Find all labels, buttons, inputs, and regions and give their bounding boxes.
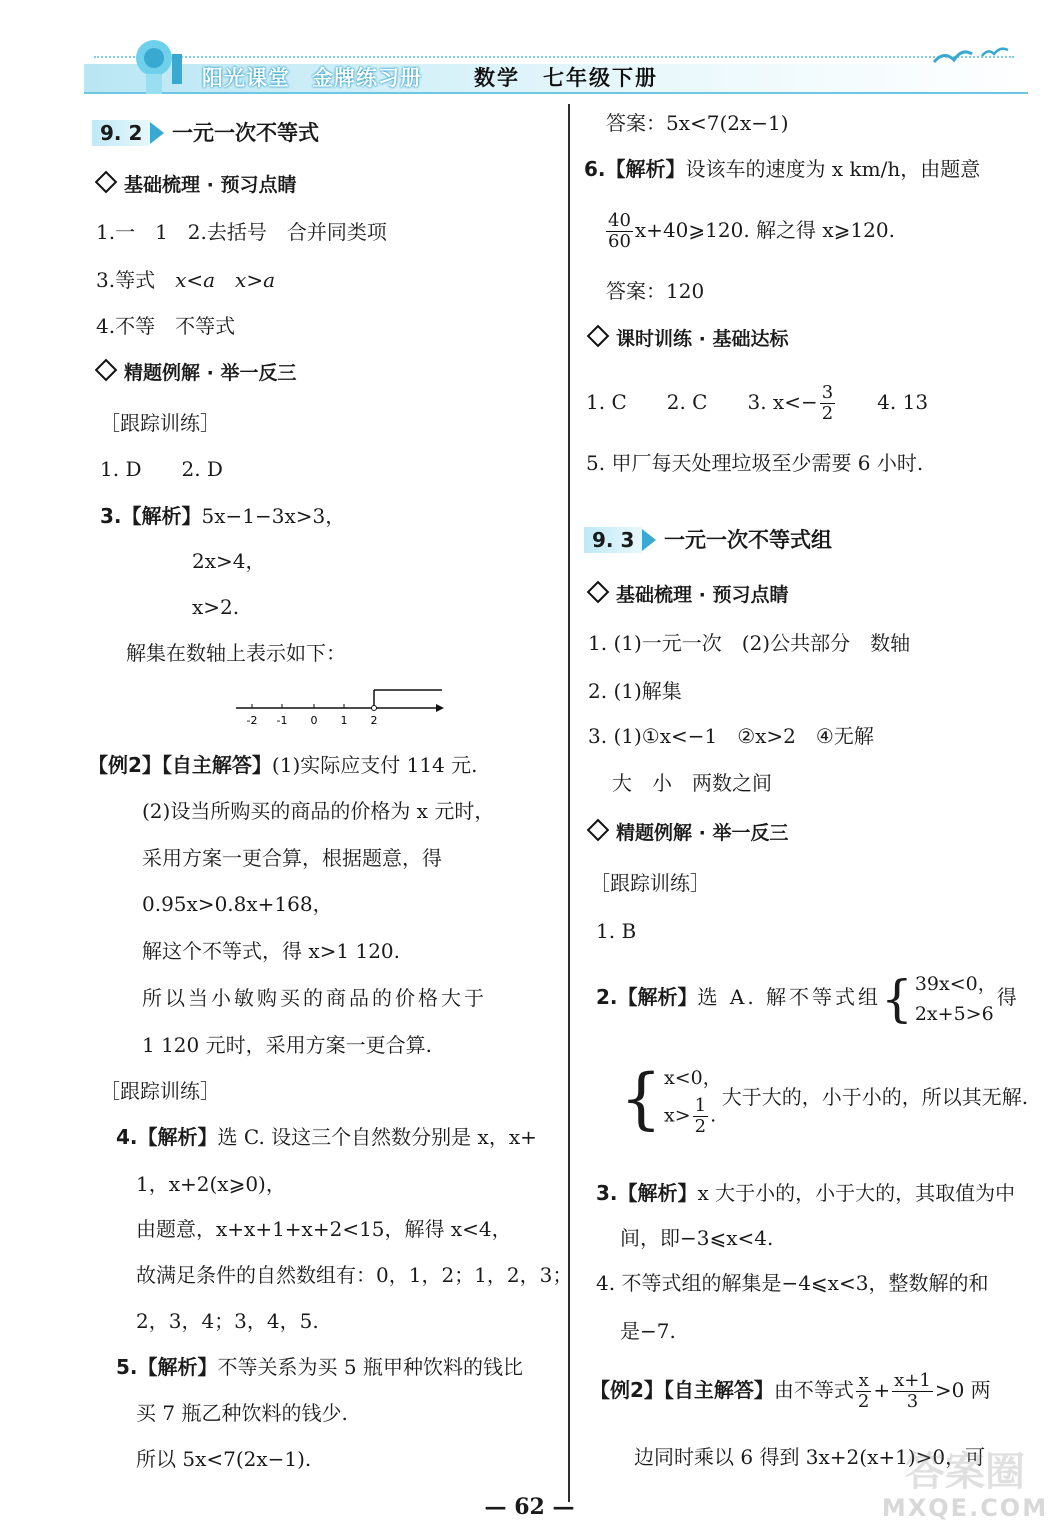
answer-line: 1. (1)一元一次 (2)公共部分 数轴: [588, 631, 911, 655]
diamond-icon: [587, 581, 610, 604]
answer-line: 2.【解析】选 A. 解不等式组{ 39x<0， 2x+5>6 得: [596, 969, 1017, 1028]
answer-line: { x<0， x> $\frac{1}{2}$ . 大于大的，小于小的，所以其无解.: [620, 1059, 1029, 1137]
example-line: 【例2】【自主解答】(1)实际应支付 114 元.: [88, 753, 478, 777]
answer-line: 5.【解析】不等关系为买 5 瓶甲种饮料的钱比: [116, 1355, 523, 1379]
example-line: 所以当小敏购买的商品的价格大于: [142, 986, 487, 1010]
subheading-basics: 基础梳理 · 预习点睛: [584, 582, 788, 608]
tracking-training-label: ［跟踪训练］: [590, 871, 710, 895]
answer-line: 1. D 2. D: [100, 457, 223, 481]
answer-line: 所以 5x<7(2x−1).: [136, 1447, 312, 1471]
diamond-icon: [587, 819, 610, 842]
brace-icon: {: [881, 969, 913, 1028]
answer-line: 1，x+2(x⩾0)，: [136, 1172, 286, 1196]
page-number: — 62 —: [484, 1494, 575, 1520]
equation-line: x>2.: [192, 595, 240, 619]
chevron-right-icon: [150, 122, 164, 144]
answer-line: 大 小 两数之间: [612, 771, 772, 795]
example-line: 采用方案一更合算，根据题意，得: [142, 846, 442, 870]
answer-line: 1. B: [596, 919, 637, 943]
fraction: $\frac{3}{2}$: [821, 382, 834, 424]
tracking-training-label: ［跟踪训练］: [100, 1079, 220, 1103]
book-subject: 数学 七年级下册: [474, 66, 658, 90]
subheading-examples: 精题例解 · 举一反三: [92, 360, 296, 386]
answer-line: 是−7.: [620, 1319, 676, 1343]
answer-line: 由题意，x+x+1+x+2<15，解得 x<4，: [136, 1217, 512, 1241]
inequality-system: 39x<0， 2x+5>6: [914, 972, 997, 1025]
section-title: 一元一次不等式组: [664, 528, 832, 552]
answer-line: 3.等式 x<a x>a: [96, 268, 276, 292]
answer-line: 6.【解析】设该车的速度为 x km/h，由题意: [584, 157, 981, 181]
answer-line: 1.一 1 2.去括号 合并同类项: [96, 220, 387, 244]
book-title: 阳光课堂 金牌练习册: [202, 66, 422, 90]
example-line: (2)设当所购买的商品的价格为 x 元时，: [142, 799, 495, 823]
brace-icon: {: [620, 1059, 662, 1137]
mascot-logo-icon: [124, 36, 194, 96]
answer-line: $\frac{40}{60}$ x+40⩾120. 解之得 x⩾120.: [608, 210, 895, 252]
answer-line: 4. 不等式组的解集是−4⩽x<3，整数解的和: [596, 1271, 989, 1295]
tick-label: 1: [340, 714, 348, 726]
example-line: 【例2】【自主解答】由不等式 $\frac{x}{2}$ + $\frac{x+1}{3}$ >0 两: [590, 1370, 991, 1412]
tick-label: 2: [370, 714, 378, 726]
example-line: 解这个不等式，得 x>1 120.: [142, 939, 401, 963]
example-line: 边同时乘以 6 得到 3x+2(x+1)>0，可: [634, 1445, 986, 1469]
fraction: $\frac{40}{60}$: [608, 210, 631, 252]
section-title: 一元一次不等式: [172, 121, 319, 145]
column-divider: [568, 104, 570, 1502]
answer-line: 3.【解析】5x−1−3x>3，: [100, 504, 346, 528]
chevron-right-icon: [642, 529, 656, 551]
number-line-diagram: [232, 682, 452, 726]
diamond-icon: [95, 171, 118, 194]
page-header: [84, 56, 1028, 96]
section-number: 9. 3: [584, 527, 642, 553]
answer-line: 2. (1)解集: [588, 679, 682, 703]
example-line: 1 120 元时，采用方案一更合算.: [142, 1033, 432, 1057]
tick-label: -2: [246, 714, 258, 726]
answer-line: 买 7 瓶乙种饮料的钱少.: [136, 1401, 348, 1425]
subheading-basics: 基础梳理 · 预习点睛: [92, 172, 296, 198]
subheading-examples: 精题例解 · 举一反三: [584, 820, 788, 846]
answer-line: 3.【解析】x 大于小的，小于大的，其取值为中: [596, 1181, 1016, 1205]
answer-line: 1. C 2. C 3. x<− $\frac{3}{2}$ 4. 13: [586, 382, 929, 424]
answer-line: 4.【解析】选 C. 设这三个自然数分别是 x，x+: [116, 1125, 537, 1149]
answer-line: 4.不等 不等式: [96, 314, 236, 338]
watermark-logo: 答案圈 MXQE.COM: [881, 1449, 1049, 1522]
equation-line: 2x>4，: [192, 549, 266, 573]
inequality-system: x<0， x> $\frac{1}{2}$ .: [664, 1067, 722, 1137]
birds-icon: [924, 42, 1014, 72]
tracking-training-label: ［跟踪训练］: [100, 411, 220, 435]
diamond-icon: [587, 325, 610, 348]
answer-line: 2，3，4；3，4，5.: [136, 1309, 319, 1333]
answer-line: 3. (1)①x<−1 ②x>2 ④无解: [588, 724, 874, 748]
answer-line: 答案：120: [606, 279, 705, 303]
tick-label: 0: [310, 714, 318, 726]
answer-line: 故满足条件的自然数组有：0，1，2；1，2，3；: [136, 1263, 573, 1287]
answer-line: 间，即−3⩽x<4.: [620, 1226, 774, 1250]
section-number: 9. 2: [92, 120, 150, 146]
diamond-icon: [95, 359, 118, 382]
answer-line: 5. 甲厂每天处理垃圾至少需要 6 小时.: [586, 451, 924, 475]
tick-label: -1: [276, 714, 288, 726]
example-line: 0.95x>0.8x+168，: [142, 892, 333, 916]
caption-line: 解集在数轴上表示如下：: [126, 641, 346, 665]
subheading-training: 课时训练 · 基础达标: [584, 326, 788, 352]
answer-line: 答案：5x<7(2x−1): [606, 111, 789, 135]
